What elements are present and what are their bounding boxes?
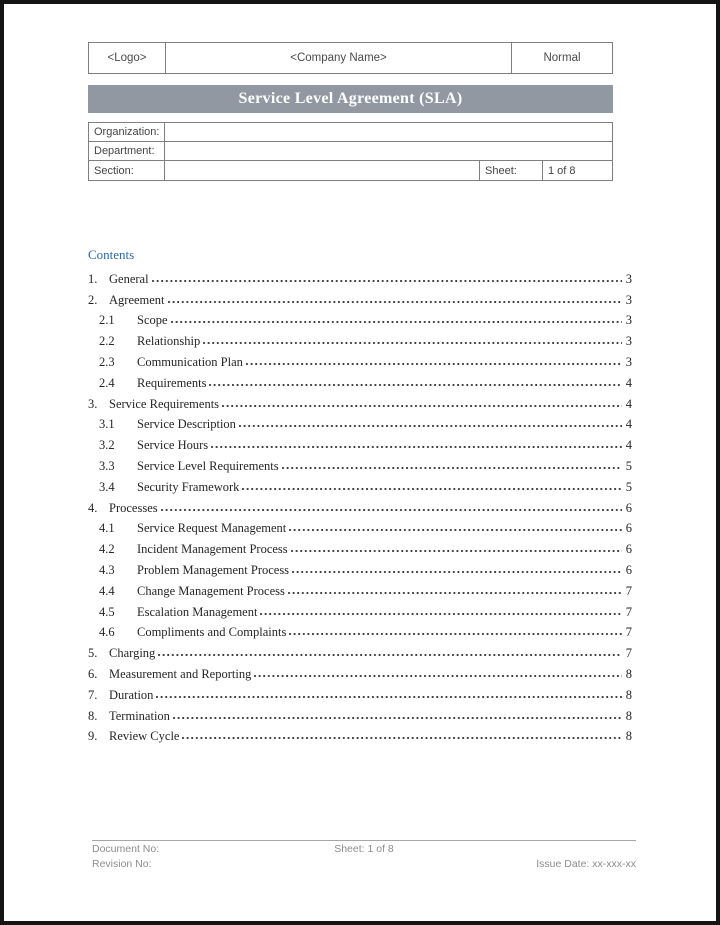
footer-row-1: [92, 841, 636, 856]
toc-entry-number: 7.: [88, 687, 98, 702]
organization-label: Organization:: [89, 123, 165, 141]
toc-dot-leader: [260, 613, 621, 615]
toc-entry[interactable]: [88, 703, 632, 724]
toc-entry-title: Change Management Process: [137, 583, 285, 598]
toc-entry-number: 2.1: [99, 313, 115, 328]
toc-entry-title: Requirements: [137, 375, 207, 390]
toc-entry-page: 5: [625, 458, 632, 473]
toc-entry-title: Service Level Requirements: [137, 458, 279, 473]
toc-entry-number: 2.2: [99, 334, 115, 349]
toc-entry-number: 6.: [88, 666, 98, 681]
toc-entry[interactable]: [88, 349, 632, 370]
page-footer: [92, 840, 636, 871]
company-name-placeholder-cell[interactable]: [166, 43, 512, 73]
info-row-organization: [89, 123, 612, 142]
toc-entry-number: 2.4: [99, 375, 115, 390]
toc-entry-number: 2.3: [99, 354, 115, 369]
footer-issue-date: Issue Date: xx-xxx-xx: [536, 857, 636, 870]
toc-dot-leader: [168, 301, 622, 303]
toc-entry-title: Service Description: [137, 417, 236, 432]
toc-entry-page: 3: [625, 292, 632, 307]
toc-entry[interactable]: [88, 724, 632, 745]
toc-entry-title: Compliments and Complaints: [137, 625, 287, 640]
document-header-table: [88, 42, 613, 74]
toc-entry-page: 4: [625, 438, 632, 453]
toc-entry[interactable]: [88, 640, 632, 661]
toc-entry-page: 6: [625, 500, 632, 515]
toc-entry-title: Duration: [109, 687, 154, 702]
toc-entry[interactable]: [88, 432, 632, 453]
logo-placeholder-cell[interactable]: [89, 43, 166, 73]
toc-dot-leader: [222, 405, 622, 407]
department-value-field[interactable]: [165, 142, 612, 160]
sheet-value: 1 of 8: [542, 161, 612, 180]
toc-entry-page: 8: [625, 666, 632, 681]
toc-entry-number: 4.5: [99, 604, 115, 619]
toc-dot-leader: [152, 280, 622, 282]
toc-entry-number: 3.1: [99, 417, 115, 432]
toc-dot-leader: [173, 717, 622, 719]
toc-entry-page: 7: [625, 646, 632, 661]
toc-entry-page: 8: [625, 708, 632, 723]
toc-entry-page: 8: [625, 729, 632, 744]
toc-entry-number: 4.2: [99, 542, 115, 557]
toc-entry-page: 7: [625, 604, 632, 619]
toc-entry-number: 4.1: [99, 521, 115, 536]
toc-dot-leader: [156, 696, 621, 698]
toc-entry[interactable]: [88, 557, 632, 578]
toc-entry[interactable]: [88, 536, 632, 557]
toc-dot-leader: [292, 571, 622, 573]
toc-entry[interactable]: [88, 453, 632, 474]
document-title: Service Level Agreement (SLA): [238, 90, 463, 107]
toc-entry-title: Measurement and Reporting: [109, 666, 252, 681]
classification-text: Normal: [543, 52, 581, 64]
document-info-table: [88, 122, 613, 181]
contents-heading: Contents: [88, 247, 135, 262]
toc-entry-number: 5.: [88, 646, 98, 661]
department-label: Department:: [89, 142, 165, 160]
toc-dot-leader: [289, 633, 621, 635]
toc-entry[interactable]: [88, 661, 632, 682]
toc-entry[interactable]: [88, 474, 632, 495]
toc-entry-title: Service Request Management: [137, 521, 287, 536]
toc-entry[interactable]: [88, 370, 632, 391]
document-title-banner: [88, 85, 613, 113]
toc-dot-leader: [158, 654, 621, 656]
toc-entry[interactable]: [88, 391, 632, 412]
toc-dot-leader: [289, 529, 621, 531]
toc-dot-leader: [246, 363, 622, 365]
toc-entry[interactable]: [88, 308, 632, 329]
classification-cell: [512, 43, 612, 73]
company-name-placeholder-text: <Company Name>: [290, 52, 387, 64]
toc-dot-leader: [282, 467, 622, 469]
toc-entry-page: 6: [625, 521, 632, 536]
toc-entry-number: 4.6: [99, 625, 115, 640]
toc-dot-leader: [239, 425, 622, 427]
toc-entry[interactable]: [88, 578, 632, 599]
toc-entry[interactable]: [88, 495, 632, 516]
toc-entry-title: Scope: [137, 313, 168, 328]
footer-document-no: Document No:: [92, 842, 160, 855]
toc-entry-page: 5: [625, 479, 632, 494]
toc-entry-number: 4.4: [99, 583, 115, 598]
toc-entry-page: 4: [625, 396, 632, 411]
toc-entry-page: 7: [625, 625, 632, 640]
toc-entry-page: 8: [625, 687, 632, 702]
toc-entry[interactable]: [88, 287, 632, 308]
toc-entry[interactable]: [88, 412, 632, 433]
section-value-field[interactable]: [165, 161, 479, 180]
toc-entry-number: 3.: [88, 396, 98, 411]
toc-entry-title: Processes: [109, 500, 158, 515]
toc-dot-leader: [182, 737, 621, 739]
toc-dot-leader: [171, 321, 622, 323]
toc-entry[interactable]: [88, 599, 632, 620]
toc-entry[interactable]: [88, 620, 632, 641]
toc-entry-page: 3: [625, 354, 632, 369]
toc-entry[interactable]: [88, 328, 632, 349]
toc-entry-title: Security Framework: [137, 479, 240, 494]
toc-dot-leader: [254, 675, 621, 677]
footer-sheet: Sheet: 1 of 8: [334, 842, 394, 855]
toc-entry[interactable]: [88, 266, 632, 287]
toc-list: [88, 266, 632, 744]
toc-dot-leader: [211, 446, 622, 448]
toc-entry-title: Incident Management Process: [137, 542, 288, 557]
section-label: Section:: [89, 161, 165, 180]
toc-entry[interactable]: [88, 682, 632, 703]
sheet-label: Sheet:: [479, 161, 542, 180]
toc-entry-page: 7: [625, 583, 632, 598]
toc-dot-leader: [242, 488, 621, 490]
toc-entry-number: 9.: [88, 729, 98, 744]
toc-entry-number: 8.: [88, 708, 98, 723]
toc-entry-page: 6: [625, 542, 632, 557]
toc-dot-leader: [291, 550, 622, 552]
toc-entry-number: 2.: [88, 292, 98, 307]
toc-entry-number: 4.: [88, 500, 98, 515]
toc-entry-title: Relationship: [137, 334, 201, 349]
toc-entry-number: 4.3: [99, 562, 115, 577]
toc-entry-title: Service Requirements: [109, 396, 220, 411]
toc-entry-title: General: [109, 271, 149, 286]
toc-entry-page: 4: [625, 417, 632, 432]
toc-dot-leader: [161, 509, 622, 511]
info-row-department: [89, 142, 612, 161]
toc-entry-number: 3.2: [99, 438, 115, 453]
organization-value-field[interactable]: [165, 123, 612, 141]
toc-entry-page: 4: [625, 375, 632, 390]
toc-entry-page: 3: [625, 334, 632, 349]
toc-entry-number: 3.4: [99, 479, 115, 494]
logo-placeholder-text: <Logo>: [107, 52, 147, 64]
info-row-section: [89, 161, 612, 180]
toc-entry[interactable]: [88, 516, 632, 537]
toc-entry-page: 3: [625, 271, 632, 286]
toc-entry-number: 1.: [88, 271, 98, 286]
toc-entry-title: Review Cycle: [109, 729, 180, 744]
toc-entry-title: Agreement: [109, 292, 165, 307]
toc-entry-title: Communication Plan: [137, 354, 243, 369]
footer-row-2: [92, 856, 636, 871]
toc-entry-page: 3: [625, 313, 632, 328]
toc-entry-number: 3.3: [99, 458, 115, 473]
footer-revision-no: Revision No:: [92, 857, 152, 870]
toc-dot-leader: [203, 342, 622, 344]
toc-entry-title: Escalation Management: [137, 604, 258, 619]
toc-dot-leader: [288, 592, 622, 594]
toc-dot-leader: [209, 384, 621, 386]
toc-entry-title: Charging: [109, 646, 156, 661]
toc-entry-page: 6: [625, 562, 632, 577]
toc-entry-title: Termination: [109, 708, 170, 723]
toc-entry-title: Problem Management Process: [137, 562, 290, 577]
page-content: [4, 4, 716, 921]
toc-entry-title: Service Hours: [137, 438, 209, 453]
